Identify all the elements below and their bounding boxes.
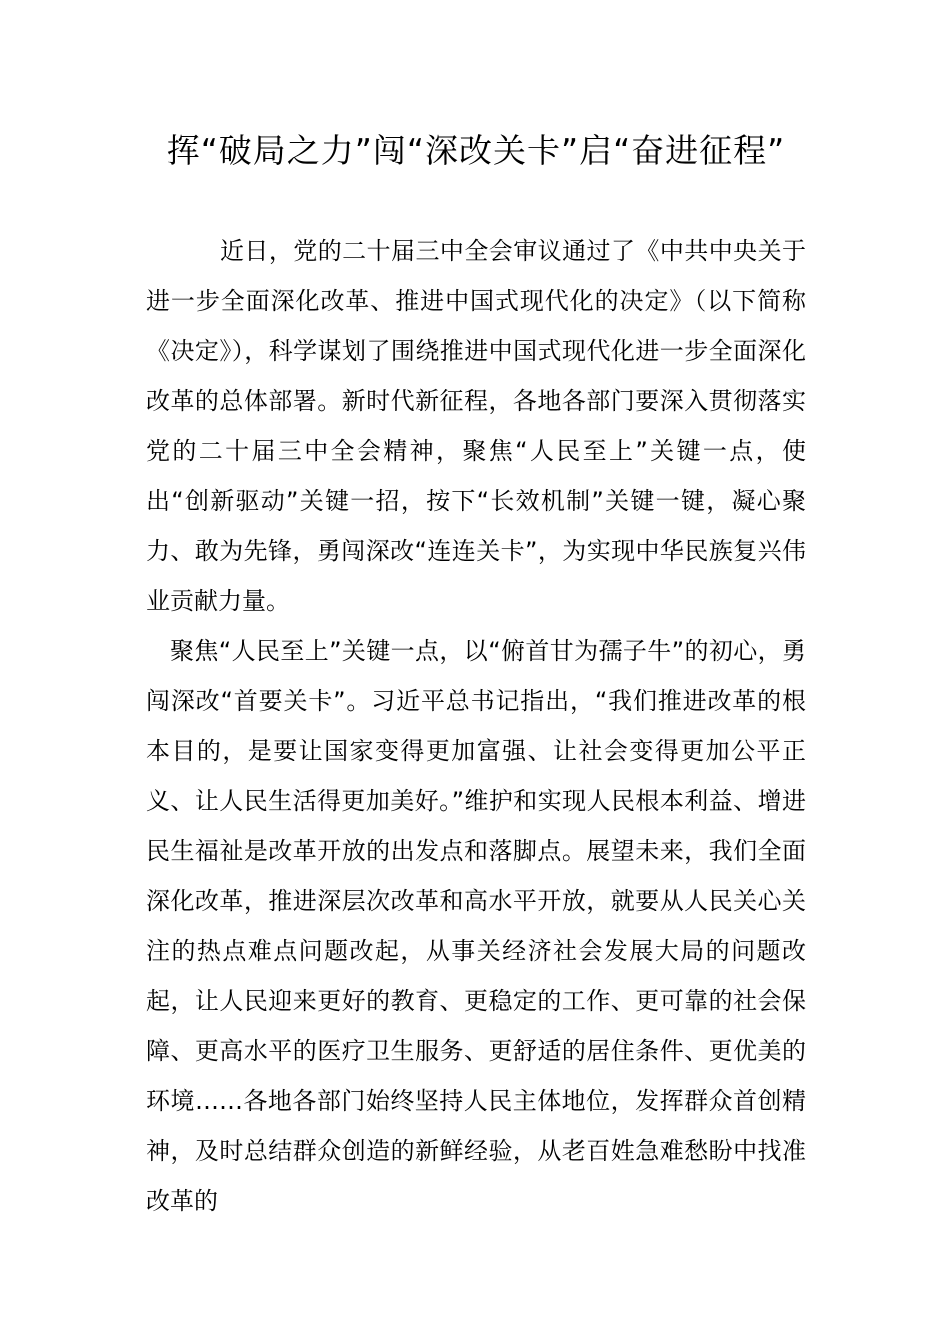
document-body <box>146 226 806 1226</box>
document-title: 挥“破局之力”闯“深改关卡”启“奋进征程” <box>166 131 786 170</box>
paragraph-people-first: 聚焦“人民至上”关键一点，以“俯首甘为孺子牛”的初心，勇闯深改“首要关卡”。习近平总书记指出，“我们推进改革的根本目的，是要让国家变得更加富强、让社会变得更加公平正义、让人民生活得更加美好。”维护和实现人民根本利益、增进民生福祉是改革开放的出发点和落脚点。展望未来，我们全面深化改革，推进深层次改革和高水平开放，就要从人民关心关注的热点难点问题改起，从事关经济社会发展大局的问题改起，让人民迎来更好的教育、更稳定的工作、更可靠的社会保障、更高水平的医疗卫生服务、更舒适的居住条件、更优美的环境……各地各部门始终坚持人民主体地位，发挥群众首创精神，及时总结群众创造的新鲜经验，从老百姓急难愁盼中找准改革的 <box>146 637 806 1215</box>
paragraph-intro: 近日，党的二十届三中全会审议通过了《中共中央关于进一步全面深化改革、推进中国式现代化的决定》（以下简称《决定》），科学谋划了围绕推进中国式现代化进一步全面深化改革的总体部署。新时代新征程，各地各部门要深入贯彻落实党的二十届三中全会精神，聚焦“人民至上”关键一点，使出“创新驱动”关键一招，按下“长效机制”关键一键，凝心聚力、敢为先锋，勇闯深改“连连关卡”，为实现中华民族复兴伟业贡献力量。 <box>146 237 806 615</box>
